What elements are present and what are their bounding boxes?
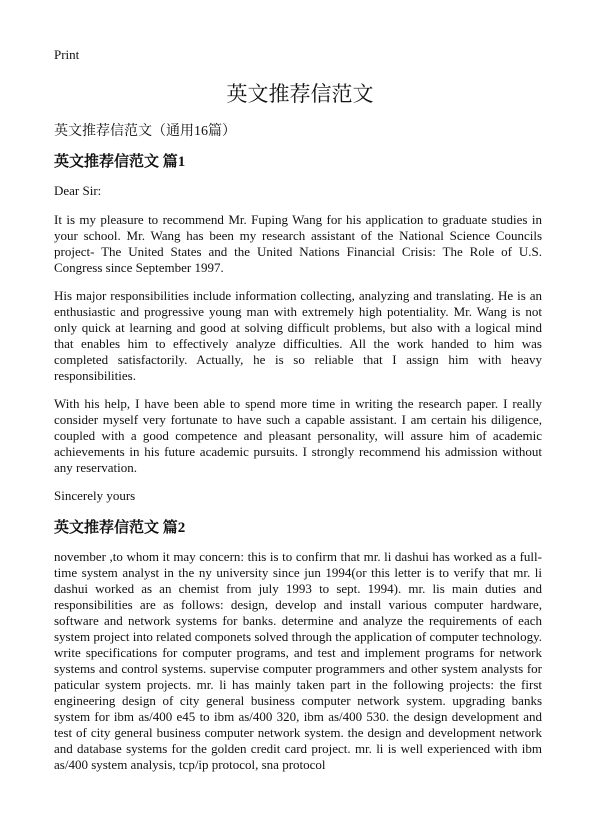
document-title: 英文推荐信范文 <box>226 82 374 106</box>
greeting: Dear Sir: <box>54 183 102 198</box>
section-heading-1: 英文推荐信范文 篇1 <box>54 154 186 170</box>
document-subtitle: 英文推荐信范文（通用16篇） <box>54 124 236 139</box>
paragraph-4: november ,to whom it may concern: this is to confirm that mr. li dashui has worked as a full-time system analyst in the ny university since jun 1994(or this letter is to verify that mr. li dashui worked as an chemist from july 1993 to sept. 1994). mr. lis main duties and responsibilities are as follows: design, develop and install various computer hardware, software and network systems for banks. determine and analyze the requirements of each system project into related componets solved through the application of computer technology. write specifications for computer programs, and test and implement programs for network systems and control systems. supervise computer programmers and other system analysts for paticular system projects. mr. li has mainly taken part in the following projects: the first engineering design of city general business computer network system. upgrading banks system for ibm as/400 e45 to ibm as/400 320, ibm as/400 530. the design development and test of city general business computer network system. the design and development network and database systems for the golden credit card project. mr. li is well experienced with ibm as/400 system analysis, tcp/ip protocol, sna protocol <box>54 549 542 772</box>
paragraph-2: His major responsibilities include information collecting, analyzing and translating. He is an enthusiastic and progressive young man with extremely high potentiality. Mr. Wang is not only quick at learning and good at solving difficult problems, but also with a logical mind that enables him to effectively analyze difficulties. All the work handed to him was completed satisfactorily. Actually, he is so reliable that I assign him with heavy responsibilities. <box>54 288 542 383</box>
closing: Sincerely yours <box>54 488 136 503</box>
paragraph-3: With his help, I have been able to spend more time in writing the research paper. I really consider myself very fortunate to have such a capable assistant. I am certain his diligence, coupled with a good competence and pleasant personality, will assure him of academic achievements in his future academic pursuits. I strongly recommend his admission without any reservation. <box>54 396 542 475</box>
paragraph-1: It is my pleasure to recommend Mr. Fuping Wang for his application to graduate studies in your school. Mr. Wang has been my research assistant of the National Science Councils project- The United States and the United Nations Financial Crisis: The Role of U.S. Congress since September 1997. <box>54 212 542 275</box>
section-heading-2: 英文推荐信范文 篇2 <box>54 520 186 536</box>
print-link[interactable]: Print <box>54 47 80 62</box>
